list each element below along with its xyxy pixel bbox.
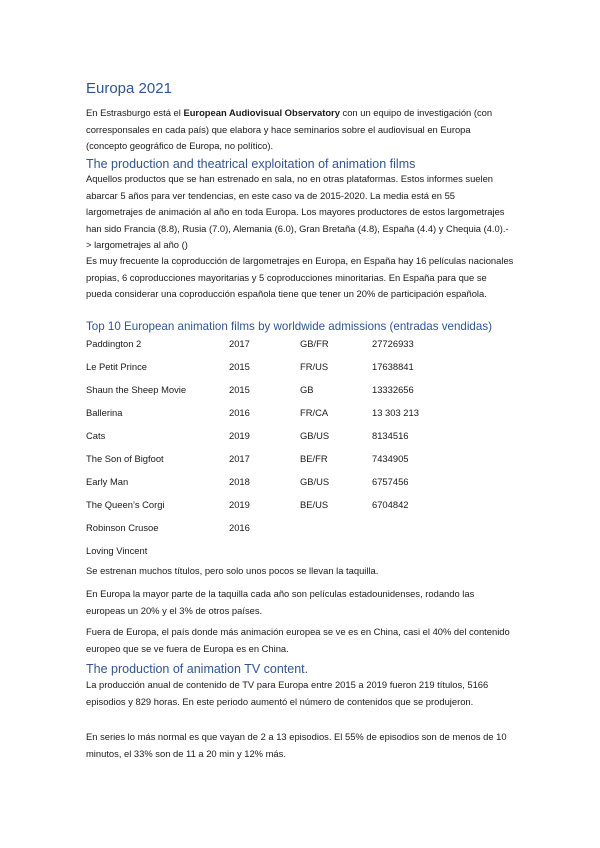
section-heading-theatrical: The production and theatrical exploitation of animation films [86,157,416,171]
film-title: Le Petit Prince [86,361,147,372]
section-heading-tv: The production of animation TV content. [86,662,309,676]
film-country: FR/CA [300,407,329,418]
film-title: Robinson Crusoe [86,522,159,533]
tv-paragraph-1: La producción anual de contenido de TV para Europa entre 2015 a 2019 fueron 219 títulos, 5166 episodios y 829 horas. En este periodo aumentó el número de contenidos que se produjeron. [86,679,489,707]
film-title: Early Man [86,476,129,487]
china-paragraph: Fuera de Europa, el país donde más animación europea se ve es en China, casi el 40% del contenido europeo que se ve fuera de Europa es en China. [86,626,510,654]
film-country: GB/US [300,430,330,441]
film-year: 2016 [229,407,250,418]
theatrical-paragraph-2: Es muy frecuente la coproducción de largometrajes en Europa, en España hay 16 películas nacionales propias, 6 coproducciones mayoritarias y 5 coproducciones minoritarias. En España para que se pueda considerar una coproducción española tiene que tener un 20% de participación española. [86,255,514,300]
film-year: 2016 [229,522,250,533]
page-title: Europa 2021 [86,80,172,97]
film-country: GB/US [300,476,330,487]
film-year: 2019 [229,499,250,510]
film-title: Shaun the Sheep Movie [86,384,187,395]
film-admissions: 13332656 [372,384,414,395]
film-admissions: 8134516 [372,430,409,441]
film-admissions: 6757456 [372,476,409,487]
film-admissions: 7434905 [372,453,409,464]
film-admissions: 13 303 213 [372,407,419,418]
film-country: GB/FR [300,338,329,349]
film-country: BE/US [300,499,329,510]
film-year: 2015 [229,384,250,395]
film-title: Cats [86,430,106,441]
film-admissions: 27726933 [372,338,414,349]
film-year: 2018 [229,476,250,487]
intro-prefix: En Estrasburgo está el [86,107,184,118]
film-year: 2017 [229,338,250,349]
film-year: 2019 [229,430,250,441]
film-admissions: 17638841 [372,361,414,372]
tv-paragraph-2: En series lo más normal es que vayan de 2 a 13 episodios. El 55% de episodios son de menos de 10 minutos, el 33% son de 11 a 20 min y 12% más. [86,731,507,759]
intro-paragraph [86,105,514,155]
intro-suffix: con un equipo de investigación (con corresponsales en cada país) que elabora y hace seminarios sobre el audiovisual en Europa (concepto geográfico de Europa, no político). [86,107,493,152]
film-country: GB [300,384,314,395]
table-heading: Top 10 European animation films by worldwide admissions (entradas vendidas) [86,320,492,333]
film-country: FR/US [300,361,329,372]
film-title: Loving Vincent [86,545,148,556]
film-country: BE/FR [300,453,328,464]
film-year: 2015 [229,361,250,372]
taquilla-paragraph: Se estrenan muchos títulos, pero solo unos pocos se llevan la taquilla. [86,565,379,576]
theatrical-paragraph-1: Aquellos productos que se han estrenado en sala, no en otras plataformas. Estos informes suelen abarcar 5 años para ver tendencias, en este caso va de 2015-2020. La media está en 55 largometrajes de animación al año en toda Europa. Los mayores productores de estos largometrajes han sido Francia (8.8), Rusia (7.0), Alemania (6.0), Gran Bretaña (4.8), España (4.4) y Chequia (4.0).-> largometrajes al año () [86,173,509,251]
film-title: Ballerina [86,407,123,418]
film-year: 2017 [229,453,250,464]
intro-bold-organization: European Audiovisual Observatory [183,107,340,118]
us-films-paragraph: En Europa la mayor parte de la taquilla cada año son películas estadounidenses, rodando las europeas un 20% y el 3% de otros países. [86,588,475,616]
film-title: Paddington 2 [86,338,142,349]
film-admissions: 6704842 [372,499,409,510]
film-title: The Son of Bigfoot [86,453,164,464]
film-title: The Queen’s Corgi [86,499,165,510]
